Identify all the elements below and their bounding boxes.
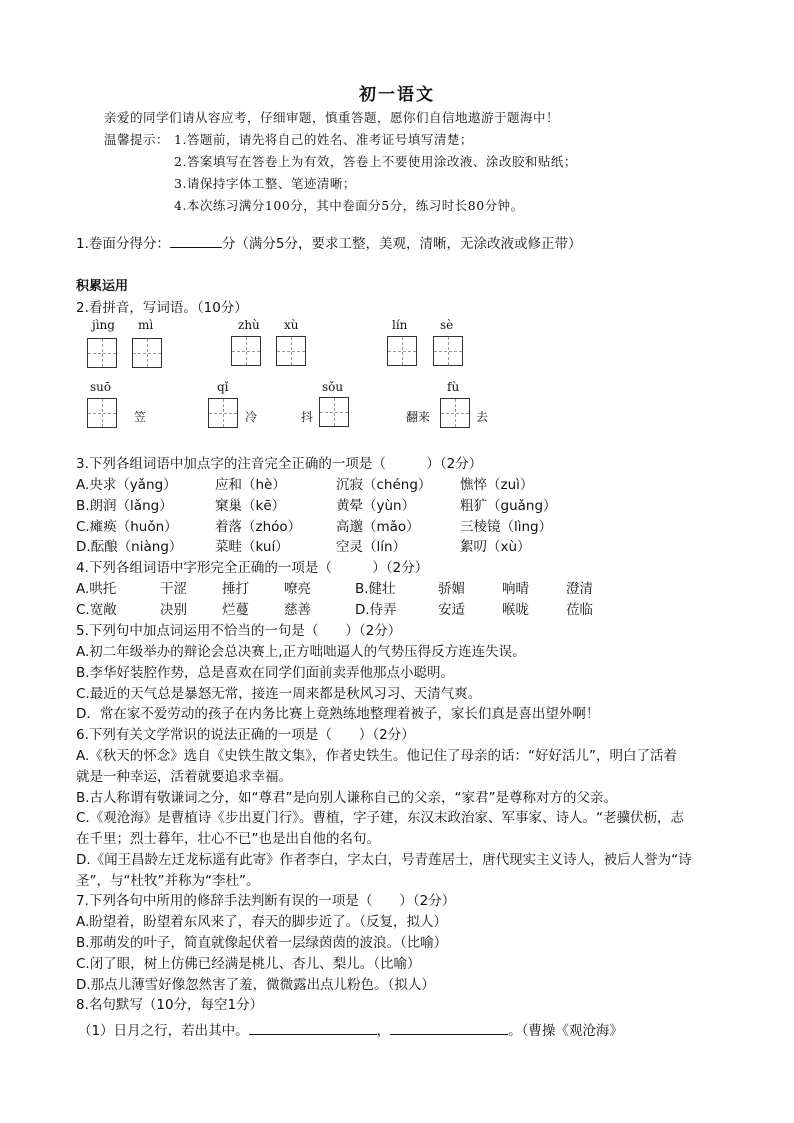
pinyin-label: sè [440, 318, 454, 332]
character-box[interactable] [87, 338, 117, 368]
page-title: 初一语文 [359, 85, 435, 105]
character-box[interactable] [132, 338, 162, 368]
option-a[interactable]: A.央求（yǎng） [76, 477, 177, 493]
tip-3: 3.请保持字体工整、笔迹清晰； [174, 176, 356, 191]
option-word: 澄清 [566, 581, 593, 597]
q8-stem: 8.名句默写（10分，每空1分） [76, 997, 264, 1013]
option-d[interactable]: D.酝酿（niàng） [76, 539, 183, 555]
question-1 [76, 232, 581, 252]
character-box[interactable] [208, 398, 238, 428]
option-a[interactable]: A.《秋天的怀念》选自《史铁生散文集》，作者史铁生。他记住了母亲的话：“好好活儿”，明白了活着 [76, 748, 678, 764]
option-b[interactable]: B.朗润（lǎng） [76, 498, 173, 514]
pinyin-label: suō [90, 380, 112, 394]
q8-blank-1[interactable] [249, 1020, 377, 1035]
character-box[interactable] [276, 336, 306, 366]
option-b-word: 窠巢（kē） [215, 498, 286, 514]
option-b-word: 粗犷（guǎng） [460, 498, 557, 514]
pinyin-label: qǐ [217, 380, 229, 394]
pinyin-label: fù [447, 380, 460, 394]
option-word: 决别 [160, 602, 187, 618]
intro-greeting: 亲爱的同学们请从容应考，仔细审题，慎重答题，愿你们自信地遨游于题海中！ [104, 110, 560, 125]
given-character: 翻来 [406, 410, 431, 424]
tip-4: 4.本次练习满分100分，其中卷面分5分，练习时长80分钟。 [174, 198, 524, 213]
option-a[interactable]: A.盼望着，盼望着东风来了，春天的脚步近了。（反复，拟人） [76, 914, 448, 930]
option-word: 响晴 [502, 581, 529, 597]
character-box[interactable] [440, 398, 470, 428]
option-a[interactable]: A.哄托 [76, 581, 117, 597]
option-d[interactable]: D.侍弄 [355, 602, 397, 618]
option-word: 慈善 [284, 602, 311, 618]
pinyin-label: xù [284, 318, 299, 332]
option-b-word: 黄晕（yùn） [336, 498, 416, 514]
q4-stem: 4.下列各组词语中字形完全正确的一项是（ ）（2分） [76, 560, 429, 576]
character-box[interactable] [387, 336, 417, 366]
option-c-word: 着落（zhóo） [215, 519, 302, 535]
option-word: 莅临 [566, 602, 593, 618]
option-c[interactable]: C.最近的天气总是暴怒无常，接连一周来都是秋风习习、天清气爽。 [76, 686, 482, 702]
q1-prefix: 1.卷面分得分： [76, 236, 170, 252]
option-d-word: 空灵（lín） [336, 539, 407, 555]
option-word: 干涩 [160, 581, 187, 597]
tip-2: 2.答案填写在答卷上为有效，答卷上不要使用涂改液、涂改胶和贴纸； [174, 154, 577, 169]
character-box[interactable] [433, 336, 463, 366]
q8-item-1-separator: ， [376, 1023, 391, 1039]
pinyin-label: mì [138, 318, 154, 332]
tips-label: 温馨提示： [104, 132, 170, 147]
option-a[interactable]: A.初二年级举办的辩论会总决赛上,正方咄咄逼人的气势压得反方连连失误。 [76, 644, 526, 660]
q7-stem: 7.下列各句中所用的修辞手法判断有误的一项是（ ）（2分） [76, 893, 456, 909]
option-c[interactable]: C.宽敞 [76, 602, 117, 618]
option-c-word: 三棱镜（lìng） [460, 519, 553, 535]
option-word: 烂蔓 [222, 602, 249, 618]
option-b[interactable]: B.那萌发的叶子，简直就像起伏着一层绿茵茵的波浪。（比喻） [76, 935, 448, 951]
option-a-word: 沉寂（chéng） [336, 477, 432, 493]
option-c[interactable]: C.闭了眼，树上仿佛已经满是桃儿、杏儿、梨儿。（比喻） [76, 956, 421, 972]
tip-1: 1.答题前，请先将自己的姓名、准考证号填写清楚； [174, 132, 473, 147]
pinyin-label: sǒu [322, 380, 344, 394]
q2-stem: 2.看拼音，写词语。（10分） [76, 300, 248, 316]
character-box[interactable] [87, 398, 117, 428]
character-box[interactable] [231, 336, 261, 366]
pinyin-label: lín [392, 318, 408, 332]
section-heading: 积累运用 [76, 279, 129, 294]
given-character: 冷 [245, 410, 258, 424]
option-word: 捶打 [222, 581, 249, 597]
option-b[interactable]: B.李华好装腔作势，总是喜欢在同学们面前卖弄他那点小聪明。 [76, 665, 455, 681]
character-box[interactable] [319, 397, 349, 427]
q3-stem: 3.下列各组词语中加点字的注音完全正确的一项是（ ）（2分） [76, 456, 483, 472]
option-a-word: 憔悴（zuì） [460, 477, 534, 493]
q8-item-1-prefix: （1）日月之行，若出其中。 [78, 1023, 249, 1039]
pinyin-label: jìng [92, 318, 115, 332]
given-character: 笠 [134, 410, 147, 424]
given-character: 去 [476, 410, 489, 424]
option-d-word: 菜畦（kuí） [215, 539, 289, 555]
pinyin-label: zhù [238, 318, 260, 332]
q8-blank-2[interactable] [390, 1020, 508, 1035]
option-d[interactable]: D.那点儿薄雪好像忽然害了羞，微微露出点儿粉色。（拟人） [76, 977, 435, 993]
option-c[interactable]: C.《观沧海》是曹植诗《步出夏门行》。曹植，字子建，东汉末政治家、军事家、诗人。“老骥伏枥，志 [76, 810, 684, 826]
option-d-continued: 圣”，与“杜牧”并称为“李杜”。 [76, 873, 260, 889]
option-c[interactable]: C.瘫痪（huǒn） [76, 519, 178, 535]
option-word: 喉咙 [502, 602, 529, 618]
q5-stem: 5.下列句中加点词运用不恰当的一句是（ ）（2分） [76, 623, 402, 639]
q6-stem: 6.下列有关文学常识的说法正确的一项是（ ）（2分） [76, 727, 415, 743]
option-d-word: 絮叨（xù） [460, 539, 531, 555]
option-d[interactable]: D．常在家不爱劳动的孩子在内务比赛上竟熟练地整理着被子，家长们真是喜出望外啊！ [76, 706, 600, 722]
q8-item-1-suffix: 。（曹操《观沧海》 [508, 1023, 623, 1039]
q8-item-1 [78, 1019, 623, 1039]
q1-suffix: 分（满分5分，要求工整，美观，清晰，无涂改液或修正带） [221, 236, 582, 252]
option-a-word: 应和（hè） [215, 477, 286, 493]
option-b[interactable]: B.健壮 [355, 581, 396, 597]
option-d[interactable]: D.《闻王昌龄左迁龙标遥有此寄》作者李白，字太白，号青莲居士，唐代现实主义诗人，被后人誉为“诗 [76, 852, 692, 868]
option-b[interactable]: B.古人称谓有敬谦词之分，如“尊君”是向别人谦称自己的父亲，“家君”是尊称对方的父亲。 [76, 790, 618, 806]
option-c-word: 高邈（mǎo） [336, 519, 420, 535]
option-a-continued: 就是一种幸运，活着就要追求幸福。 [76, 769, 292, 785]
option-word: 骄媚 [438, 581, 465, 597]
option-c-continued: 在千里；烈士暮年，壮心不已”也是出自他的名句。 [76, 831, 380, 847]
q1-answer-blank[interactable] [170, 233, 222, 248]
given-character: 抖 [301, 410, 314, 424]
option-word: 嘹亮 [284, 581, 311, 597]
option-word: 安适 [438, 602, 465, 618]
